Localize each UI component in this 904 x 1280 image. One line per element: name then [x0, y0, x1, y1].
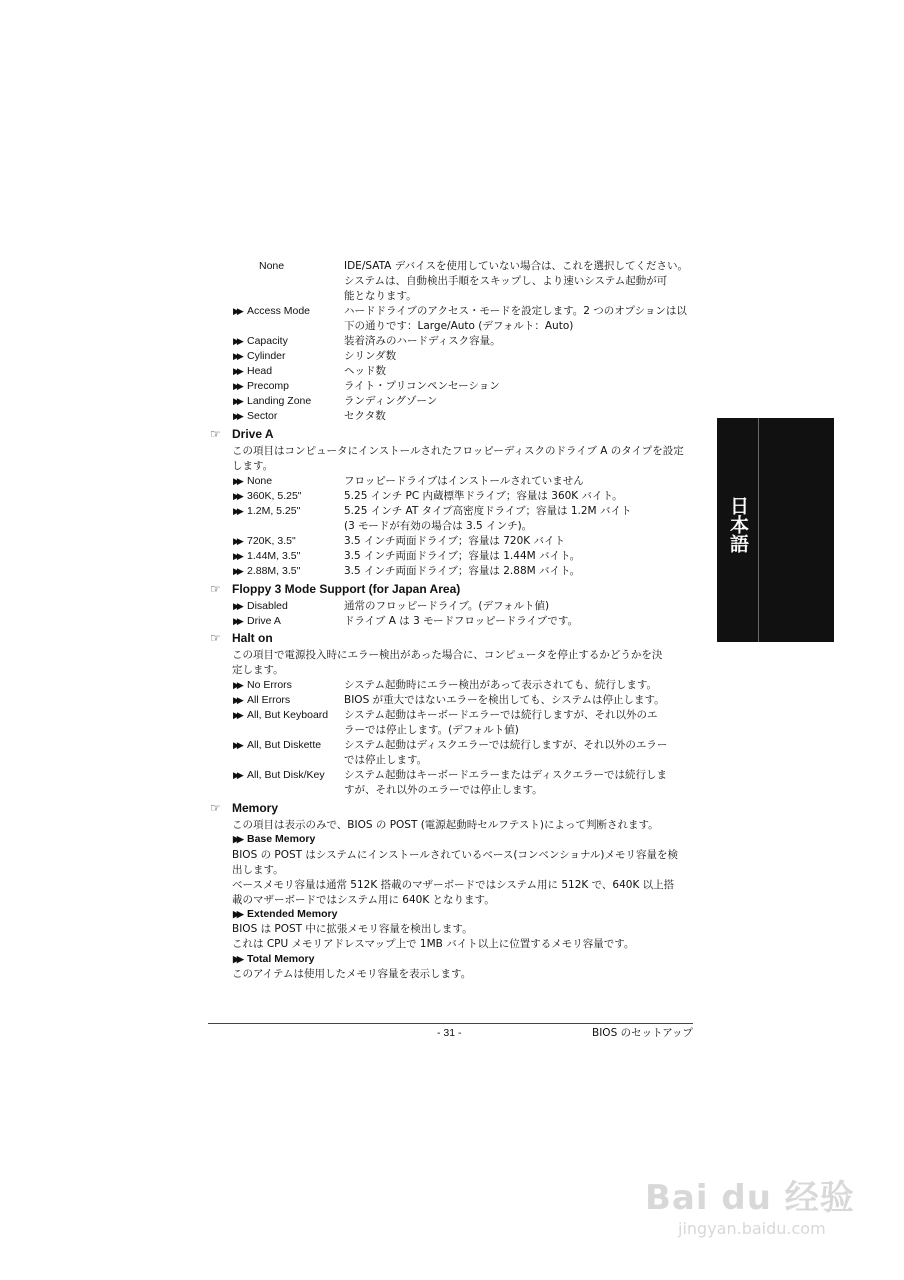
item-desc: フロッピードライブはインストールされていません [344, 475, 584, 487]
item-label: ▶▶ All Errors [233, 694, 291, 706]
item-desc: 装着済みのハードディスク容量。 [344, 335, 501, 347]
item-desc: 3.5 インチ両面ドライブ；容量は 2.88M バイト。 [344, 565, 581, 577]
double-arrow-icon: ▶▶ [233, 506, 241, 516]
footer-rule [208, 1023, 693, 1024]
side-tab-divider [758, 418, 759, 642]
section-title-floppy: Floppy 3 Mode Support (for Japan Area) [232, 582, 461, 596]
item-desc: 3.5 インチ両面ドライブ；容量は 720K バイト [344, 535, 566, 547]
pointing-hand-icon: ☞ [210, 631, 221, 645]
subsection-text: 載のマザーボードではシステム用に 640K となります。 [232, 894, 495, 906]
item-label: ▶▶ 1.2M, 5.25" [233, 505, 301, 517]
subsection-title-base-memory: ▶▶ Base Memory [233, 833, 316, 845]
double-arrow-icon: ▶▶ [233, 366, 241, 376]
subsection-text: BIOS は POST 中に拡張メモリ容量を検出します。 [232, 923, 473, 935]
item-desc: システム起動はキーボードエラーでは続行しますが、それ以外のエ [344, 709, 658, 721]
double-arrow-icon: ▶▶ [233, 306, 241, 316]
item-desc: ドライブ A は 3 モードフロッピードライブです。 [344, 615, 579, 627]
item-desc: システム起動はキーボードエラーまたはディスクエラーでは続行しま [344, 769, 667, 781]
item-label: ▶▶ Capacity [233, 335, 288, 347]
double-arrow-icon: ▶▶ [233, 616, 241, 626]
item-desc: ヘッド数 [344, 365, 386, 377]
double-arrow-icon: ▶▶ [233, 476, 241, 486]
section-title-memory: Memory [232, 801, 279, 815]
item-desc: システムは、自動検出手順をスキップし、より速いシステム起動が可 [344, 275, 668, 287]
subsection-text: このアイテムは使用したメモリ容量を表示します。 [232, 968, 472, 980]
item-label: ▶▶ 2.88M, 3.5" [233, 565, 301, 577]
item-desc: (3 モードが有効の場合は 3.5 インチ)。 [344, 520, 533, 532]
item-label: ▶▶ Head [233, 365, 273, 377]
item-desc: 3.5 インチ両面ドライブ；容量は 1.44M バイト。 [344, 550, 581, 562]
double-arrow-icon: ▶▶ [233, 381, 241, 391]
section-desc: この項目はコンピュータにインストールされたフロッピーディスクのドライブ A のタイプを設定 [232, 445, 684, 457]
item-label: ▶▶ All, But Keyboard [233, 709, 329, 721]
subsection-text: ベースメモリ容量は通常 512K 搭載のマザーボードではシステム用に 512K で、640K 以上搭 [232, 879, 675, 891]
section-desc: この項目は表示のみで、BIOS の POST (電源起動時セルフテスト)によって判断されます。 [232, 819, 659, 831]
pointing-hand-icon: ☞ [210, 801, 221, 815]
item-desc: 通常のフロッピードライブ。(デフォルト値) [344, 600, 550, 612]
item-label: ▶▶ All, But Disk/Key [233, 769, 325, 781]
page-number: - 31 - [437, 1027, 462, 1039]
item-desc: シリンダ数 [344, 350, 397, 362]
side-tab-label: 日本語 [727, 496, 749, 553]
pointing-hand-icon: ☞ [210, 427, 221, 441]
double-arrow-icon: ▶▶ [233, 351, 241, 361]
item-desc: ラーでは停止します。(デフォルト値) [344, 724, 519, 736]
item-label: ▶▶ No Errors [233, 679, 292, 691]
item-label: ▶▶ None [233, 475, 273, 487]
section-desc: 定します。 [232, 664, 284, 676]
watermark-url: jingyan.baidu.com [678, 1219, 826, 1238]
double-arrow-icon: ▶▶ [233, 740, 241, 750]
item-desc: 能となります。 [344, 290, 417, 302]
item-label: ▶▶ Sector [233, 410, 278, 422]
subsection-text: BIOS の POST はシステムにインストールされているベース(コンベンショナル)メモリ容量を検 [232, 849, 679, 861]
section-desc: この項目で電源投入時にエラー検出があった場合に、コンピュータを停止するかどうかを決 [232, 649, 663, 661]
item-desc: では停止します。 [344, 754, 428, 766]
pointing-hand-icon: ☞ [210, 582, 221, 596]
double-arrow-icon: ▶▶ [233, 954, 241, 964]
double-arrow-icon: ▶▶ [233, 396, 241, 406]
double-arrow-icon: ▶▶ [233, 536, 241, 546]
item-label: ▶▶ Access Mode [233, 305, 311, 317]
item-desc: ライト・プリコンペンセーション [344, 380, 500, 392]
footer-section-title: BIOS のセットアップ [592, 1027, 694, 1039]
double-arrow-icon: ▶▶ [233, 695, 241, 705]
subsection-title-total-memory: ▶▶ Total Memory [233, 953, 315, 965]
watermark-logo: Bai du 经验 [645, 1178, 855, 1218]
item-desc: IDE/SATA デバイスを使用していない場合は、これを選択してください。 [344, 260, 688, 272]
double-arrow-icon: ▶▶ [233, 411, 241, 421]
double-arrow-icon: ▶▶ [233, 551, 241, 561]
section-title-drive-a: Drive A [232, 427, 274, 441]
double-arrow-icon: ▶▶ [233, 336, 241, 346]
subsection-text: 出します。 [232, 864, 284, 876]
double-arrow-icon: ▶▶ [233, 566, 241, 576]
item-label: ▶▶ All, But Diskette [233, 739, 322, 751]
item-label: ▶▶ 360K, 5.25" [233, 490, 302, 502]
item-label: ▶▶ Disabled [233, 600, 288, 612]
section-title-halt-on: Halt on [232, 631, 273, 645]
double-arrow-icon: ▶▶ [233, 680, 241, 690]
double-arrow-icon: ▶▶ [233, 491, 241, 501]
item-desc: 下の通りです：Large/Auto (デフォルト：Auto) [344, 320, 574, 332]
item-label: ▶▶ Landing Zone [233, 395, 312, 407]
item-desc: システム起動時にエラー検出があって表示されても、続行します。 [344, 679, 658, 691]
double-arrow-icon: ▶▶ [233, 909, 241, 919]
item-label: ▶▶ 1.44M, 3.5" [233, 550, 301, 562]
item-desc: ハードドライブのアクセス・モードを設定します。2 つのオプションは以 [344, 305, 687, 317]
item-desc: システム起動はディスクエラーでは続行しますが、それ以外のエラー [344, 739, 668, 751]
item-desc: 5.25 インチ PC 内蔵標準ドライブ；容量は 360K バイト。 [344, 490, 623, 502]
subsection-title-extended-memory: ▶▶ Extended Memory [233, 908, 338, 920]
double-arrow-icon: ▶▶ [233, 770, 241, 780]
item-label: ▶▶ Cylinder [233, 350, 286, 362]
item-desc: セクタ数 [344, 410, 386, 422]
item-desc: 5.25 インチ AT タイプ高密度ドライブ；容量は 1.2M バイト [344, 505, 632, 517]
section-desc: します。 [232, 460, 274, 472]
double-arrow-icon: ▶▶ [233, 601, 241, 611]
item-desc: ランディングゾーン [344, 395, 438, 407]
item-desc: BIOS が重大ではないエラーを検出しても、システムは停止します。 [344, 694, 665, 706]
item-label: ▶▶ Drive A [233, 615, 281, 627]
language-side-tab [717, 418, 834, 642]
item-label: ▶▶ 720K, 3.5" [233, 535, 296, 547]
double-arrow-icon: ▶▶ [233, 710, 241, 720]
item-desc: すが、それ以外のエラーでは停止します。 [344, 784, 543, 796]
item-label: ▶▶ Precomp [233, 380, 290, 392]
item-label: None [259, 260, 285, 272]
double-arrow-icon: ▶▶ [233, 834, 241, 844]
subsection-text: これは CPU メモリアドレスマップ上で 1MB バイト以上に位置するメモリ容量です。 [232, 938, 635, 950]
